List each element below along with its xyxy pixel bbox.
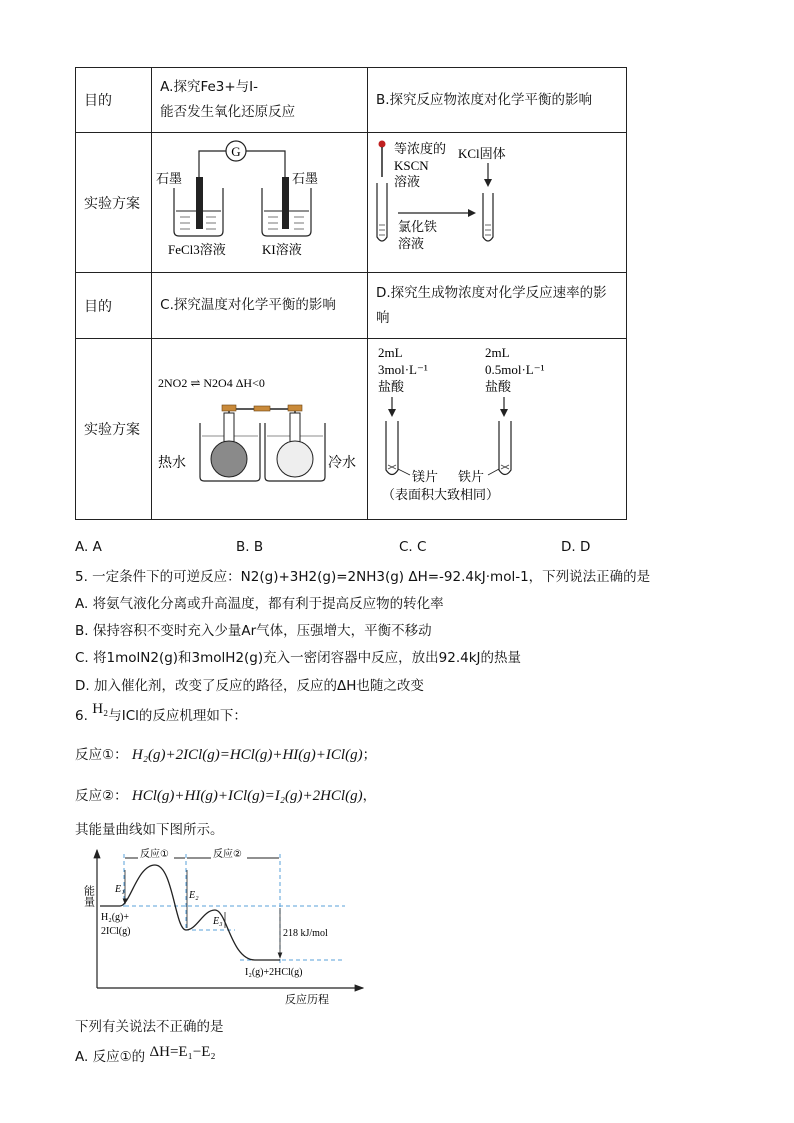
reaction-1-end: ； (362, 747, 377, 763)
row2-label: 实验方案 (76, 133, 152, 273)
option-d-title-2: 响 (376, 309, 390, 326)
reaction-2-label: 反应②： (75, 788, 128, 804)
dark-flask-icon (211, 441, 247, 477)
left-electrode-label: 石墨 (156, 172, 183, 187)
q6-question: 下列有关说法不正确的是 (75, 1019, 224, 1035)
row1-label: 目的 (76, 68, 152, 133)
arrow-right-icon (468, 209, 476, 217)
option-c-title: C.探究温度对化学平衡的影响 (160, 297, 336, 313)
stage-2-label: 反应② (213, 849, 242, 860)
left-concentration: 3mol·L⁻¹ (378, 362, 428, 377)
dropper-icon (379, 141, 386, 148)
right-solution-label: KI溶液 (262, 242, 302, 257)
right-electrode-label: 石墨 (292, 172, 319, 187)
q4-option-c[interactable]: C. C (399, 539, 427, 555)
solution-label-1: 氯化铁 (398, 220, 438, 235)
q6-stem (75, 701, 247, 725)
q6-curve-intro: 其能量曲线如下图所示。 (75, 822, 224, 838)
e2-label: E₂ (189, 890, 199, 901)
magnesium-label: 镁片 (412, 470, 439, 485)
q5-option-c[interactable]: C. 将1molN2(g)和3molH2(g)充入一密闭容器中反应，放出92.4kJ的热量 (75, 650, 522, 666)
q5-stem: 5. 一定条件下的可逆反应：N2(g)+3H2(g)=2NH3(g) ΔH=-92.4kJ·mol-1，下列说法正确的是 (75, 569, 651, 585)
hot-water-label: 热水 (158, 455, 187, 471)
equilibrium-equation: 2NO2 ⇌ N2O4 ΔH<0 (158, 376, 266, 390)
right-volume: 2mL (485, 345, 510, 360)
reaction-rate-figure (368, 339, 626, 515)
q6-h2: H₂ (92, 701, 109, 717)
q5-option-d[interactable]: D. 加入催化剂，改变了反应的路径，反应的ΔH也随之改变 (75, 678, 424, 694)
product-label: I₂(g)+2HCl(g) (245, 967, 303, 978)
e3-label: E₃ (213, 916, 223, 927)
iron-label: 铁片 (458, 470, 485, 485)
row4-label: 实验方案 (76, 339, 152, 520)
q4-option-a[interactable]: A. A (75, 539, 102, 555)
temperature-equilibrium-figure (152, 339, 366, 515)
reagent-label-2: KSCN (394, 158, 429, 173)
x-axis-label: 反应历程 (285, 993, 329, 1006)
q6-reaction-2 (75, 784, 376, 805)
reagent-label-1: 等浓度的 (394, 142, 447, 157)
q6-option-a-text: A. 反应①的 (75, 1049, 146, 1065)
cold-water-label: 冷水 (328, 455, 357, 471)
test-tube-figure-b (368, 133, 626, 268)
q5-option-a[interactable]: A. 将氨气液化分离或升高温度，都有利于提高反应物的转化率 (75, 596, 444, 612)
left-electrode-icon (196, 177, 203, 229)
q6-number: 6. (75, 708, 88, 724)
left-acid: 盐酸 (378, 380, 405, 395)
q5-option-b[interactable]: B. 保持容积不变时充入少量Ar气体，压强增大，平衡不移动 (75, 623, 432, 639)
surface-note: （表面积大致相同） (382, 488, 500, 503)
left-solution-label: FeCl3溶液 (168, 242, 226, 257)
reactant-label-2: 2ICl(g) (101, 926, 131, 937)
arrow-down-icon (500, 409, 508, 417)
left-volume: 2mL (378, 345, 403, 360)
option-b-title: B.探究反应物浓度对化学平衡的影响 (376, 91, 593, 108)
option-d-title-1: D.探究生成物浓度对化学反应速率的影 (376, 284, 607, 301)
q6-stem-text: 与ICl的反应机理如下： (108, 708, 247, 724)
solution-label-2: 溶液 (398, 237, 425, 252)
galvanic-cell-figure (152, 133, 366, 268)
arrow-down-icon (484, 179, 492, 187)
energy-profile-diagram (75, 840, 375, 1010)
delta-h-label: 218 kJ/mol (283, 928, 328, 939)
y-axis-label: 能量 (82, 885, 96, 907)
option-a-title-2: 能否发生氧化还原反应 (160, 104, 296, 120)
reaction-1-equation: H₂(g)+2ICl(g)=HCl(g)+HI(g)+ICl(g) (131, 747, 363, 763)
left-test-tube-icon (386, 421, 398, 475)
q6-option-a[interactable] (75, 1045, 216, 1066)
light-flask-icon (277, 441, 313, 477)
row3-label: 目的 (76, 273, 152, 339)
reaction-2-end: ， (362, 788, 377, 804)
reactant-label-1: H₂(g)+ (101, 912, 130, 923)
right-electrode-icon (282, 177, 289, 229)
reaction-1-label: 反应①： (75, 747, 128, 763)
kcl-label: KCl固体 (458, 146, 506, 161)
stage-1-label: 反应① (140, 849, 169, 860)
galvanometer-label: G (231, 144, 241, 159)
e1-label: E₁ (115, 884, 125, 895)
q6-reaction-1 (75, 743, 376, 764)
reagent-label-3: 溶液 (394, 175, 421, 190)
right-test-tube-icon (483, 193, 493, 241)
right-concentration: 0.5mol·L⁻¹ (485, 362, 545, 377)
option-a-title-1: A.探究Fe3+与I- (160, 79, 259, 95)
right-test-tube-icon (499, 421, 511, 475)
arrow-down-icon (388, 409, 396, 417)
q4-option-b[interactable]: B. B (236, 539, 264, 555)
experiment-table (75, 67, 627, 520)
q4-option-d[interactable]: D. D (561, 539, 591, 555)
right-acid: 盐酸 (485, 380, 512, 395)
q6-option-a-math: ΔH=E₁−E₂ (149, 1044, 216, 1060)
left-test-tube-icon (377, 183, 387, 241)
reaction-2-equation: HCl(g)+HI(g)+ICl(g)=I₂(g)+2HCl(g) (131, 788, 363, 804)
